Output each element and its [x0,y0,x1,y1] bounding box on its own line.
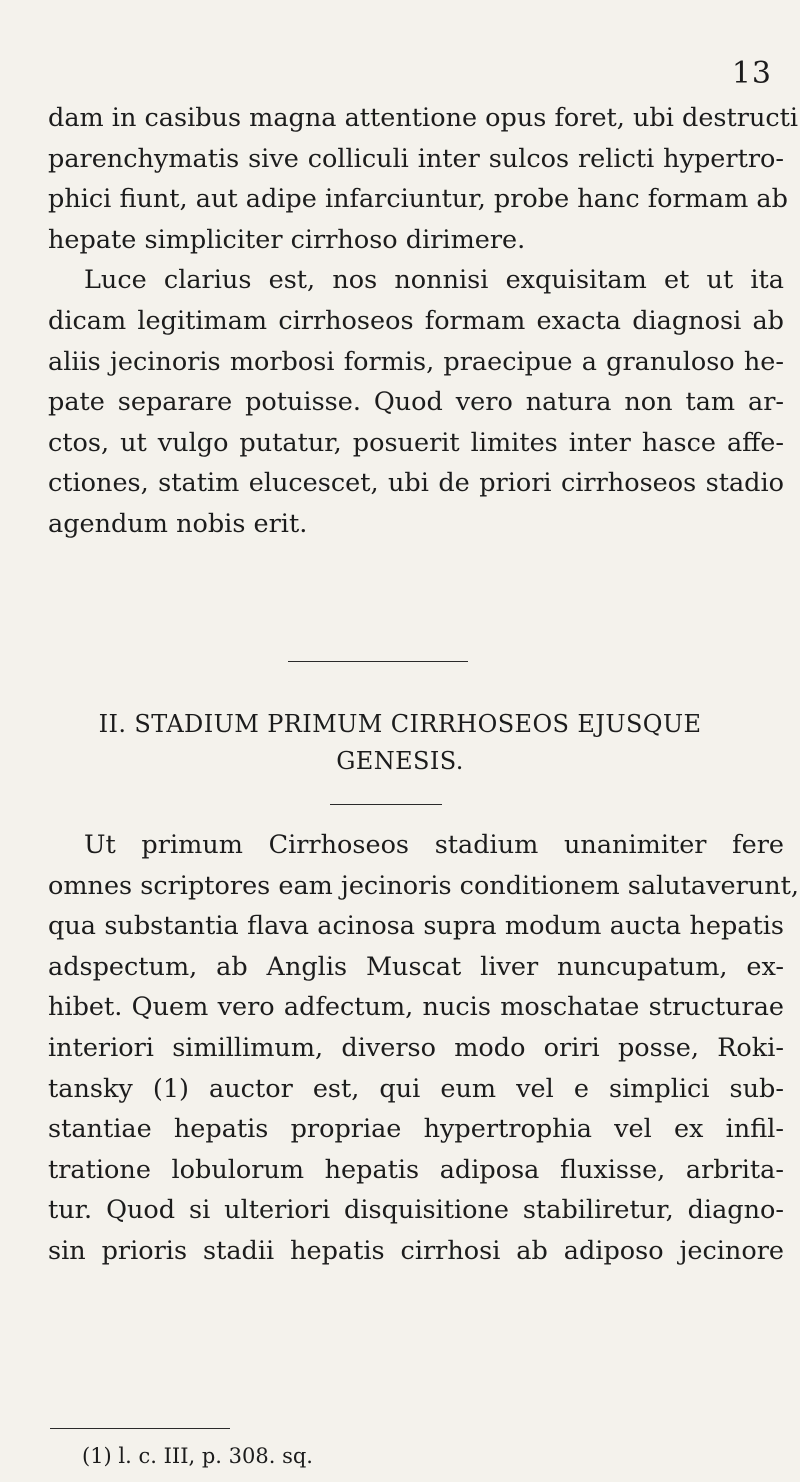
text-line: tansky (1) auctor est, qui eum vel e simplici sub- [48,1073,784,1104]
text-line: parenchymatis sive colliculi inter sulcos relicti hypertro- [48,143,784,174]
text-line: qua substantia flava acinosa supra modum aucta hepatis [48,911,784,942]
text-line: ctiones, statim elucescet, ubi de priori cirrhoseos stadio [48,468,784,499]
text-line: dam in casibus magna attentione opus foret, ubi destructi [48,103,799,133]
text-line: hibet. Quem vero adfectum, nucis moschatae structurae [48,992,784,1023]
text-line: aliis jecinoris morbosi formis, praecipue a granuloso he- [48,346,784,377]
footnote-rule [50,1428,230,1429]
text-line: phici fiunt, aut adipe infarciuntur, probe hanc formam ab [48,184,788,215]
heading-underline-rule [330,804,442,805]
body-text-top [48,98,799,545]
text-line: hepate simpliciter cirrhoso dirimere. [48,224,526,255]
text-line: agendum nobis erit. [48,508,308,539]
text-line: ctos, ut vulgo putatur, posuerit limites inter hasce affe- [48,427,784,458]
text-line: tratione lobulorum hepatis adiposa fluxisse, arbrita- [48,1154,784,1185]
body-text-bottom [48,825,799,1272]
text-line: pate separare potuisse. Quod vero natura non tam ar- [48,387,784,418]
text-line: dicam legitimam cirrhoseos formam exacta diagnosi ab [48,305,784,336]
text-line: stantiae hepatis propriae hypertrophia vel ex infil- [48,1114,784,1145]
section-heading-continued: GENESIS. [336,747,464,775]
footnote: (1) l. c. III, p. 308. sq. [82,1444,313,1468]
text-line: tur. Quod si ulteriori disquisitione stabiliretur, diagno- [48,1195,784,1226]
section-heading: II. STADIUM PRIMUM CIRRHOSEOS EJUSQUE [98,710,702,738]
text-line: adspectum, ab Anglis Muscat liver nuncupatum, ex- [48,951,784,982]
text-line: omnes scriptores eam jecinoris conditionem salutaverunt, [48,870,799,901]
text-line: interiori simillimum, diverso modo oriri posse, Roki- [48,1032,784,1063]
text-line: Luce clarius est, nos nonnisi exquisitam et ut ita [84,265,784,296]
page-number: 13 [731,56,772,91]
section-divider-rule [288,661,468,662]
text-line: sin prioris stadii hepatis cirrhosi ab adiposo jecinore [48,1235,784,1266]
text-line: Ut primum Cirrhoseos stadium unanimiter fere [84,830,784,860]
